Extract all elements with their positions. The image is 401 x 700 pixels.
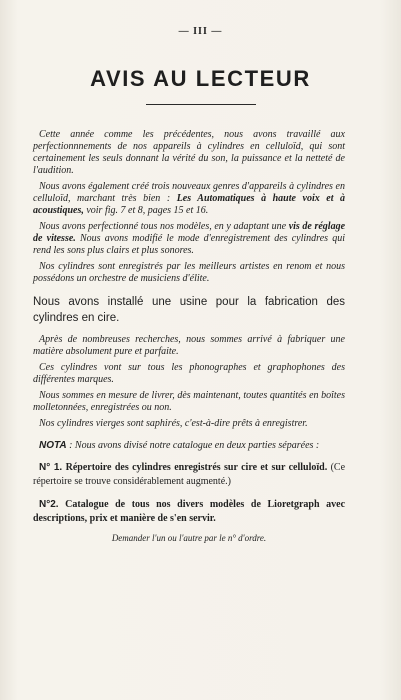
catalogue-item-2-title: Catalogue de tous nos divers modèles de Lioretgraph avec descriptions, prix et manière de s'en servir. [33, 499, 346, 524]
catalogue-item-1-number: N° 1. [39, 462, 63, 473]
nota-label: NOTA [39, 440, 67, 451]
paragraph-2-intro: Nous avons également créé trois nouveaux genres d'appareils à cylindres en celluloïd, marchant très bien : [33, 181, 345, 204]
paragraph-7: Ces cylindres vont sur tous les phonographes et graphophones des différentes marques. [33, 362, 345, 385]
paragraph-3-rest: Nous avons modifié le mode d'enregistrement des cylindres qui rend les sons plus clairs et plus sonores. [33, 233, 345, 256]
paragraph-6: Après de nombreuses recherches, nous sommes arrivé à fabriquer une matière absolument pure et parfaite. [33, 334, 345, 357]
paragraph-8: Nous sommes en mesure de livrer, dès maintenant, toutes quantités en boîtes molletonnées, enregistrées ou non. [33, 390, 345, 413]
catalogue-item-2-number: N°2. [39, 499, 59, 510]
paragraph-5-heading: Nous avons installé une usine pour la fabrication des cylindres en cire. [33, 296, 345, 324]
body-text [33, 129, 345, 548]
title-divider [146, 104, 256, 105]
catalogue-item-2 [33, 498, 345, 526]
paragraph-3-highlight: vis de réglage de vitesse. [33, 221, 346, 244]
nota-text: : Nous avons divisé notre catalogue en deux parties séparées : [69, 440, 320, 451]
page-number: — III — [178, 26, 223, 37]
paragraph-2 [33, 181, 345, 217]
page-title: AVIS AU LECTEUR [90, 66, 311, 91]
paragraph-9: Nos cylindres vierges sont saphirés, c'est-à-dire prêts à enregistrer. [39, 418, 308, 429]
paragraph-3-intro: Nous avons perfectionné tous nos modèles, en y adaptant une [39, 221, 287, 232]
paragraph-3 [33, 221, 345, 257]
paragraph-2-reference: voir fig. 7 et 8, pages 15 et 16. [86, 205, 209, 216]
paragraph-4: Nos cylindres sont enregistrés par les meilleurs artistes en renom et nous possédons un orchestre de musiciens d'élite. [33, 261, 345, 284]
catalogue-item-1 [33, 461, 345, 489]
catalogue-item-1-note: (Ce répertoire se trouve considérablement augmenté.) [33, 462, 346, 487]
order-note: Demander l'un ou l'autre par le n° d'ordre. [111, 533, 267, 543]
paragraph-2-highlight: Les Automatiques à haute voix et à acoustiques, [33, 193, 346, 216]
nota-paragraph [33, 440, 345, 452]
paragraph-1: Cette année comme les précédentes, nous avons travaillé aux perfectionnnements de nos appareils à cylindres en celluloïd, qui sont certainement les seuls donnant la vérité du son, la puissance et la netteté de l'audition. [33, 129, 345, 176]
catalogue-item-1-title: Répertoire des cylindres enregistrés sur cire et sur celluloïd. [65, 462, 328, 473]
